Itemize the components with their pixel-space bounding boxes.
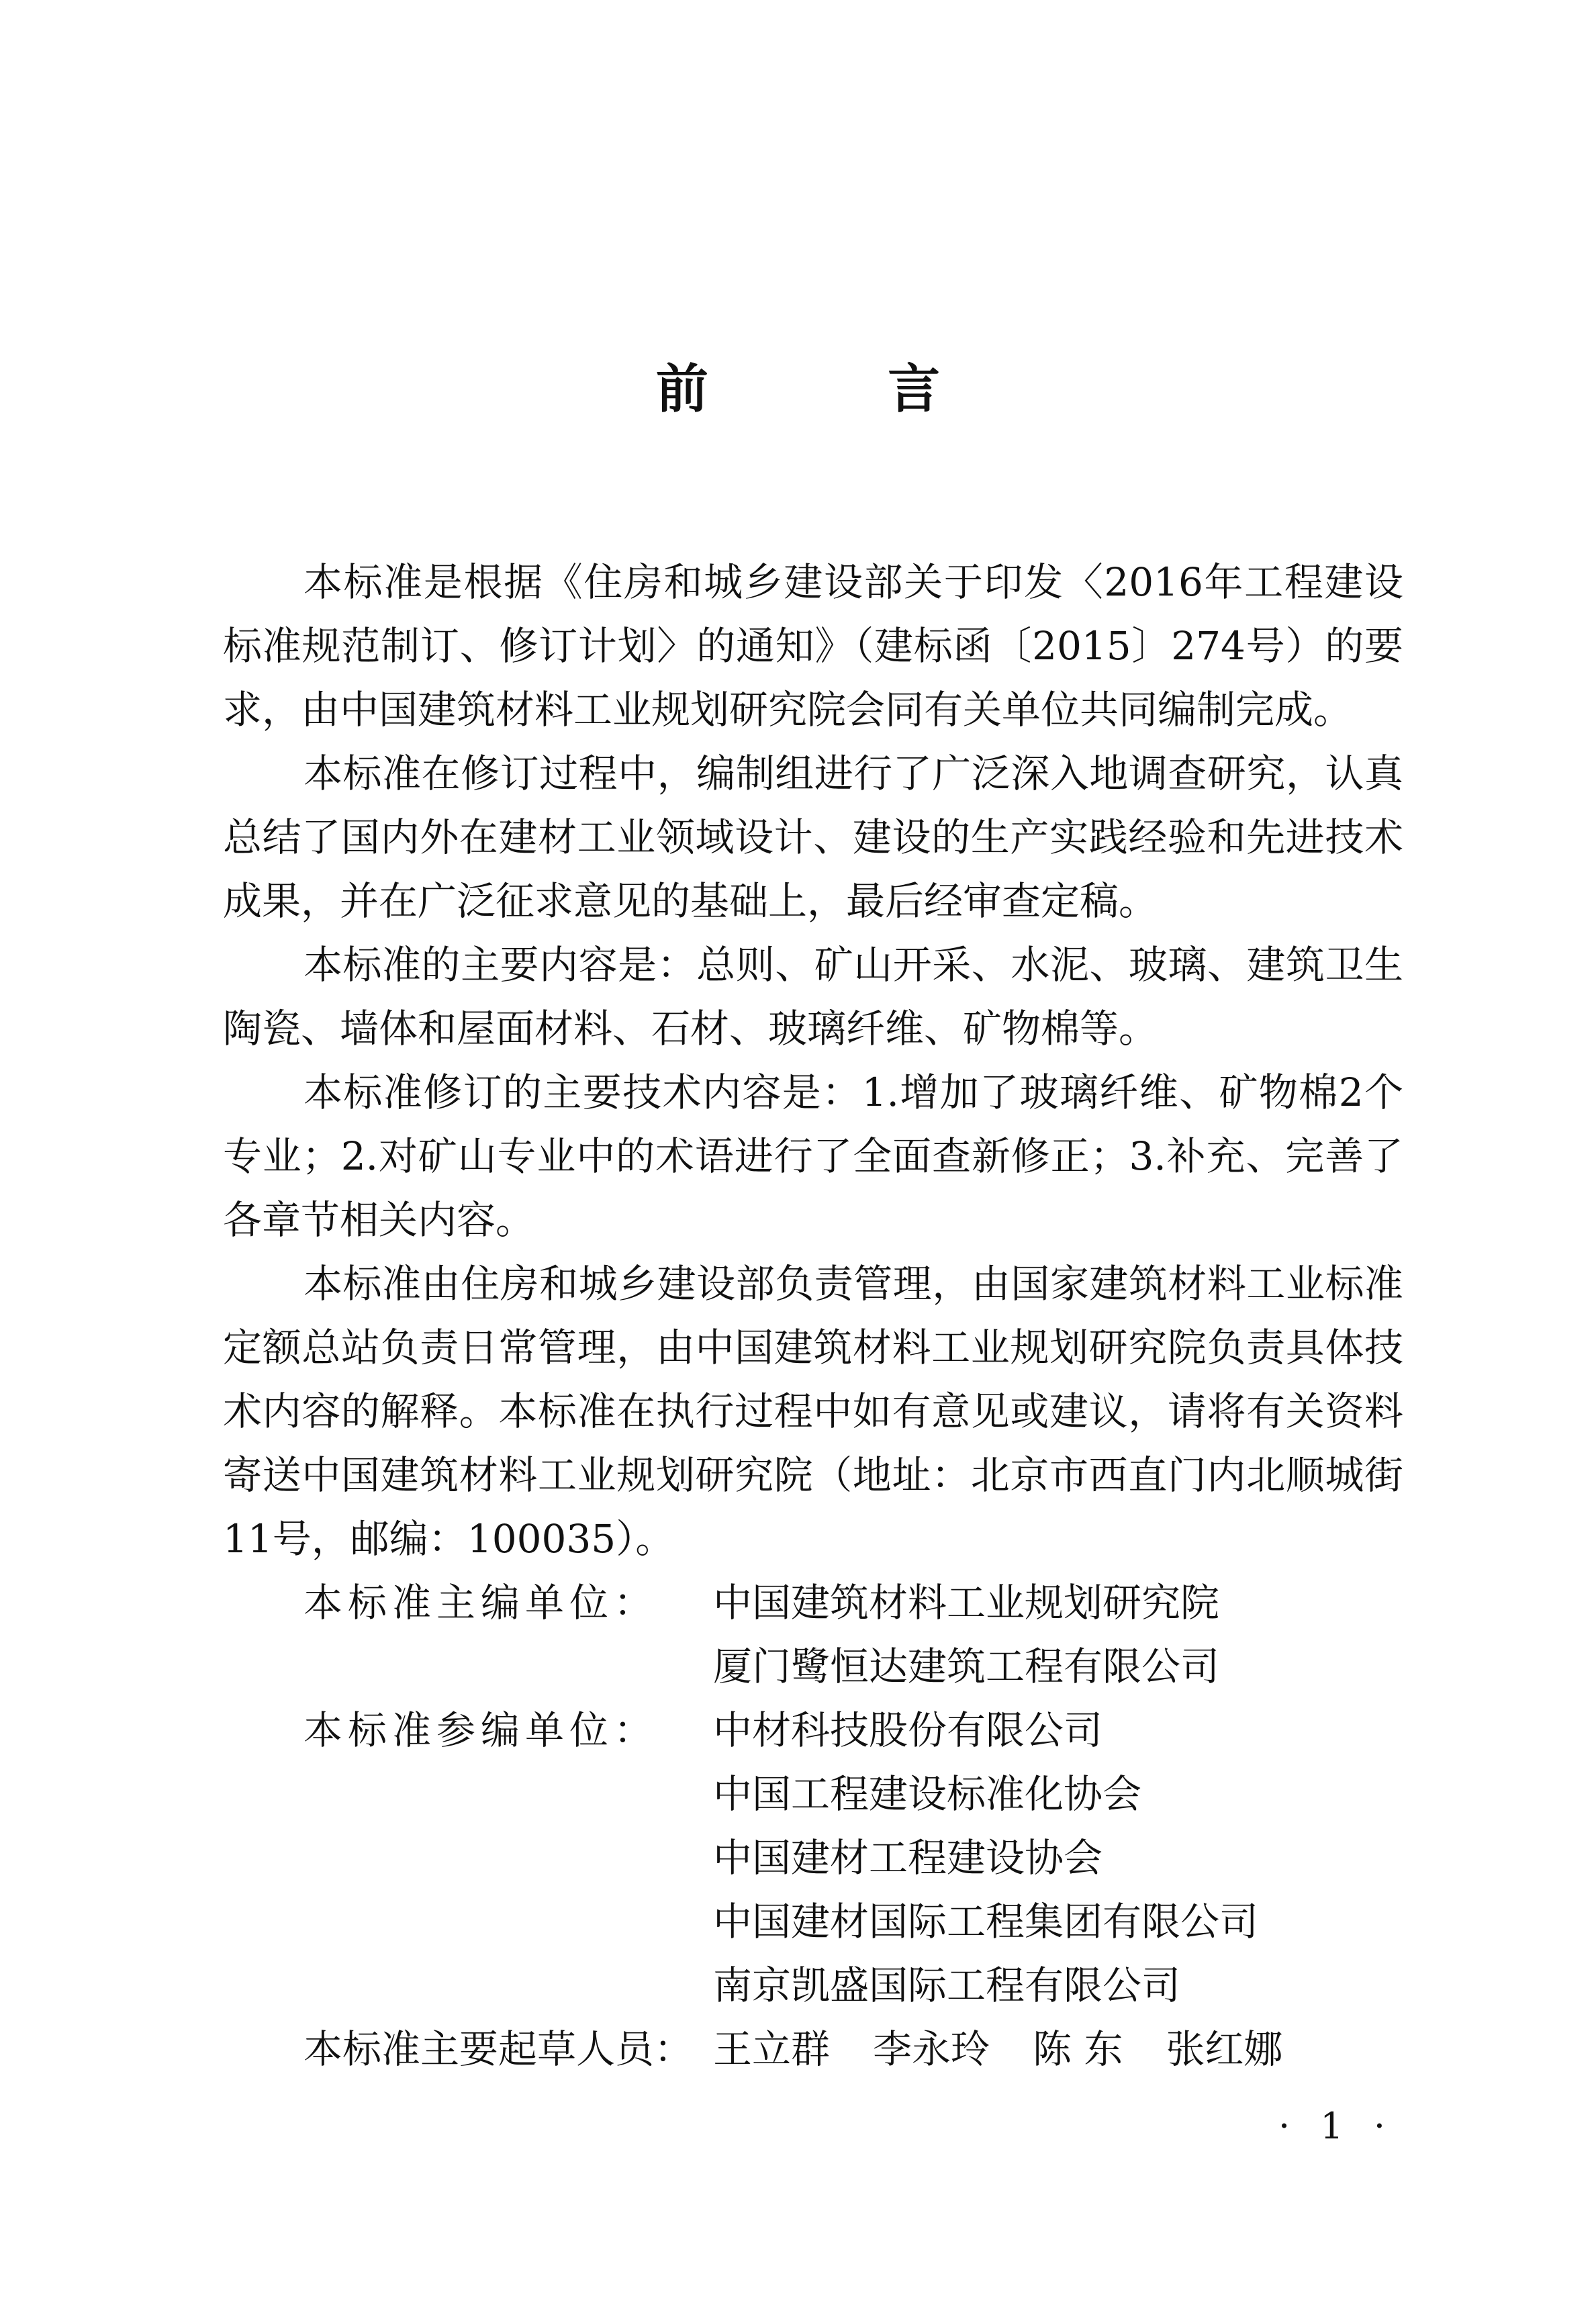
chief-units-section bbox=[223, 1571, 1403, 1699]
participating-unit-item: 中材科技股份有限公司 bbox=[713, 1707, 1103, 1753]
chief-units-label: 本标准主编单位： bbox=[303, 1580, 659, 1625]
paragraph: 本标准修订的主要技术内容是：1.增加了玻璃纤维、矿物棉2个专业；2.对矿山专业中的术语进行了全面查新修正；3.补充、完善了各章节相关内容。 bbox=[223, 1070, 1403, 1243]
drafter-name: 陈 东 bbox=[1033, 2026, 1123, 2072]
paragraph: 本标准由住房和城乡建设部负责管理，由国家建筑材料工业标准定额总站负责日常管理，由中国建筑材料工业规划研究院负责具体技术内容的解释。本标准在执行过程中如有意见或建议，请将有关资料寄送中国建筑材料工业规划研究院（地址：北京市西直门内北顺城街11号，邮编：100035）。 bbox=[223, 1261, 1403, 1562]
participating-unit-item: 南京凯盛国际工程有限公司 bbox=[713, 1963, 1181, 2008]
page-title: 前 言 bbox=[655, 359, 1021, 420]
drafter-name: 李永玲 bbox=[873, 2026, 990, 2072]
chief-unit-item: 厦门鹭恒达建筑工程有限公司 bbox=[713, 1644, 1220, 1689]
preface-body bbox=[223, 551, 1403, 2081]
participating-unit-item: 中国工程建设标准化协会 bbox=[713, 1771, 1142, 1817]
drafter-name: 张红娜 bbox=[1166, 2026, 1283, 2072]
participating-units-list bbox=[713, 1699, 1403, 2018]
participating-unit-item: 中国建材国际工程集团有限公司 bbox=[713, 1899, 1259, 1944]
paragraph: 本标准的主要内容是：总则、矿山开采、水泥、玻璃、建筑卫生陶瓷、墙体和屋面材料、石材、玻璃纤维、矿物棉等。 bbox=[223, 942, 1403, 1051]
participating-units-section bbox=[223, 1699, 1403, 2018]
page-number: · 1 · bbox=[1278, 2105, 1395, 2147]
participating-unit-item: 中国建材工程建设协会 bbox=[713, 1835, 1103, 1881]
chief-unit-item: 中国建筑材料工业规划研究院 bbox=[713, 1580, 1220, 1625]
chief-units-list bbox=[713, 1571, 1403, 1699]
paragraph: 本标准是根据《住房和城乡建设部关于印发〈2016年工程建设标准规范制订、修订计划〉的通知》（建标函〔2015〕274号）的要求，由中国建筑材料工业规划研究院会同有关单位共同编制完成。 bbox=[223, 559, 1403, 733]
drafter-name: 王立群 bbox=[713, 2026, 831, 2072]
drafters-names bbox=[713, 2018, 1282, 2081]
participating-units-label: 本标准参编单位： bbox=[303, 1707, 659, 1753]
drafters-label: 本标准主要起草人员： bbox=[303, 2026, 694, 2072]
paragraph: 本标准在修订过程中，编制组进行了广泛深入地调查研究，认真总结了国内外在建材工业领域设计、建设的生产实践经验和先进技术成果，并在广泛征求意见的基础上，最后经审查定稿。 bbox=[223, 751, 1403, 924]
drafters-section bbox=[223, 2018, 1403, 2081]
